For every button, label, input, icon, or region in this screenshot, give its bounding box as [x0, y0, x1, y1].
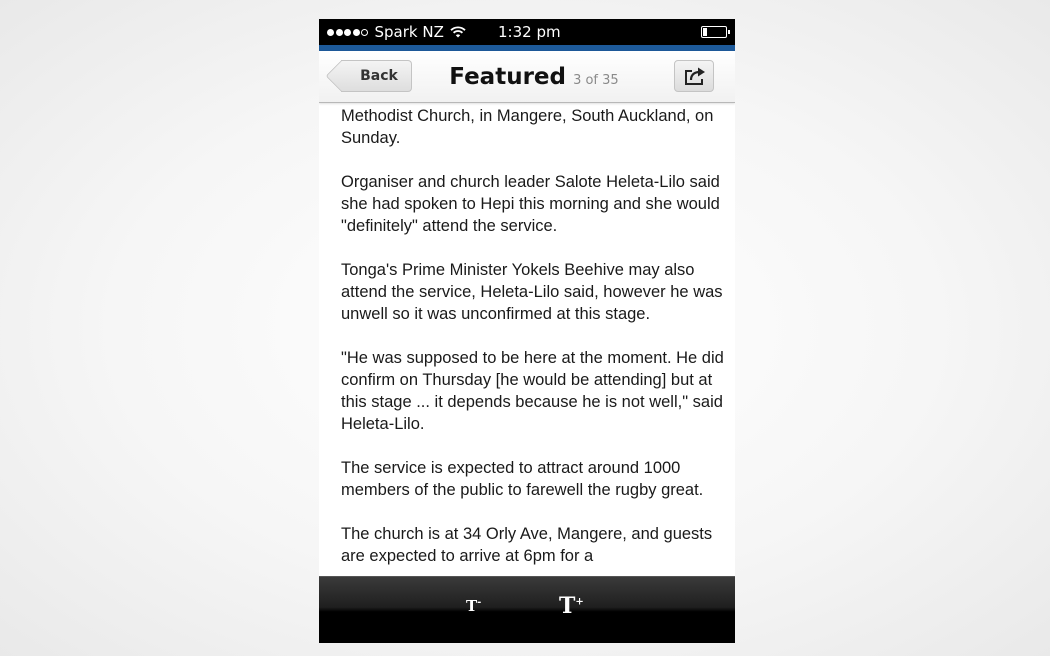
phone-screen: [319, 19, 735, 643]
signal-dot: [344, 29, 351, 36]
battery-fill: [703, 28, 707, 36]
bottom-toolbar: [319, 576, 735, 643]
increase-font-size-button[interactable]: [559, 593, 584, 619]
page-title: Featured: [449, 64, 566, 90]
back-button-label: Back: [360, 68, 398, 84]
battery-icon: [701, 26, 727, 38]
article-paragraph: Tonga's Prime Minister Yokels Beehive may also attend the service, Heleta-Lilo said, however he was unwell so it was unconfirmed at this stage.: [341, 261, 723, 323]
article-paragraph: Methodist Church, in Mangere, South Auckland, on Sunday.: [341, 107, 714, 147]
article-paragraph: The service is expected to attract around 1000 members of the public to farewell the rugby great.: [341, 459, 704, 499]
article-body: [341, 105, 725, 589]
article-paragraph: Organiser and church leader Salote Heleta-Lilo said she had spoken to Hepi this morning and she would "definitely" attend the service.: [341, 173, 720, 235]
increase-font-icon: T: [559, 593, 576, 619]
article-counter: 3 of 35: [573, 73, 619, 88]
article-paragraph: "He was supposed to be here at the moment. He did confirm on Thursday [he would be attending] but at this stage ... it depends because he is not well," said Heleta-Lilo.: [341, 349, 724, 433]
signal-dot: [361, 29, 368, 36]
signal-strength-icon: [327, 29, 370, 36]
article-paragraph: The church is at 34 Orly Ave, Mangere, and guests are expected to arrive at 6pm for a: [341, 525, 713, 565]
page-title-container: [319, 51, 735, 107]
status-bar: [319, 19, 735, 45]
decrease-font-icon: T: [466, 597, 478, 615]
status-time: 1:32 pm: [498, 23, 561, 41]
decrease-font-suffix: -: [477, 597, 482, 608]
share-button[interactable]: [674, 60, 714, 92]
increase-font-suffix: +: [575, 596, 584, 608]
signal-dot: [353, 29, 360, 36]
signal-dot: [336, 29, 343, 36]
share-icon: [683, 66, 707, 86]
carrier-name: Spark NZ: [374, 23, 444, 41]
decrease-font-size-button[interactable]: [466, 597, 481, 615]
signal-dot: [327, 29, 334, 36]
navigation-bar: [319, 51, 735, 103]
wifi-icon: [450, 26, 466, 38]
status-left: [327, 19, 466, 45]
